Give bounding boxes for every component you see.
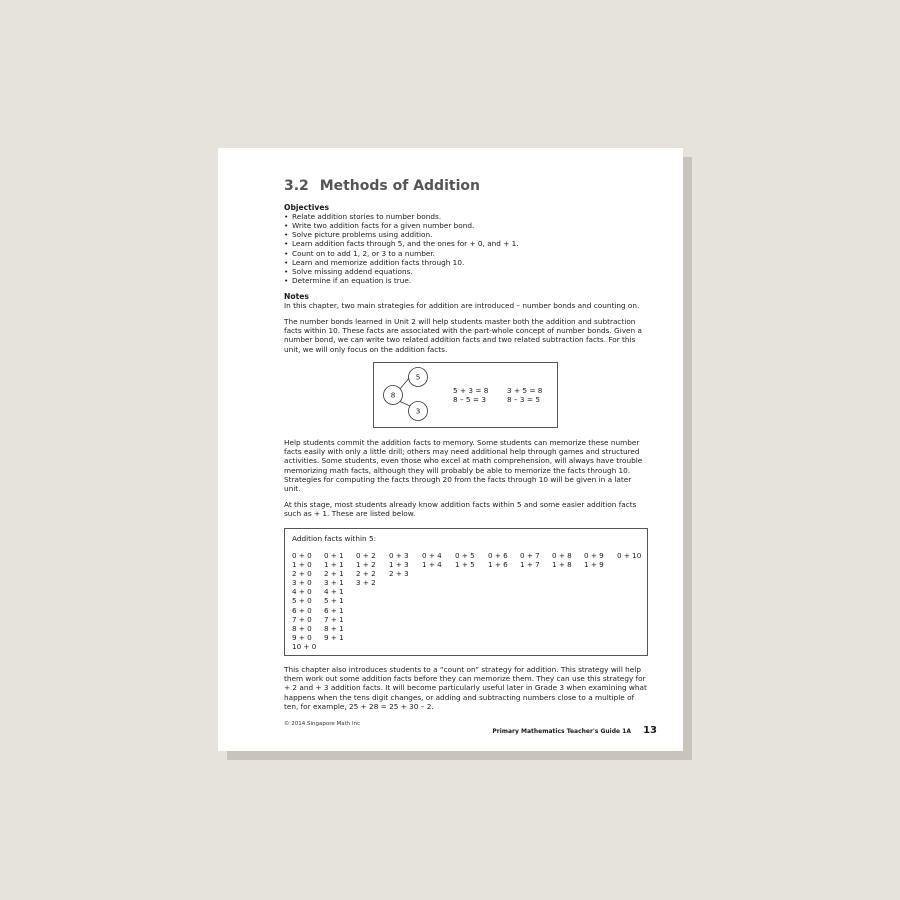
notes-intro: In this chapter, two main strategies for addition are introduced – number bonds and counting on. — [284, 301, 640, 311]
addition-fact: 0 + 9 — [584, 551, 604, 560]
objectives-section — [284, 203, 649, 285]
notes-paragraph-count-on: This chapter also introduces students to a “count on” strategy for addition. This strategy will help them work out some addition facts before they can memorize them. They can use this strategy for + 2 and + 3 addition facts. It will become particularly useful later in Grade 3 when examining what happens when the tens digit changes, or adding and subtracting numbers close to a multiple of ten, for example, 25 + 28 = 25 + 30 – 2. — [284, 665, 647, 711]
addition-fact: 8 + 0 — [292, 623, 312, 633]
objective-item: • Relate addition stories to number bonds. — [284, 212, 649, 221]
addition-fact: 3 + 2 — [356, 578, 376, 588]
objective-item: • Determine if an equation is true. — [284, 276, 649, 285]
addition-fact: 0 + 2 — [356, 551, 376, 560]
bond-equation: 8 – 3 = 5 — [507, 395, 540, 404]
addition-fact: 9 + 0 — [292, 632, 312, 642]
section-title-text: Methods of Addition — [319, 178, 480, 194]
footer-copyright: © 2014 Singapore Math Inc — [284, 721, 361, 727]
addition-fact: 5 + 0 — [292, 596, 312, 606]
addition-fact: 6 + 1 — [324, 605, 344, 615]
notes-heading: Notes — [284, 292, 309, 301]
number-bond-diagram — [373, 362, 558, 428]
addition-fact: 6 + 0 — [292, 605, 312, 615]
addition-fact: 7 + 1 — [324, 614, 344, 624]
page-number: 13 — [643, 725, 657, 736]
addition-facts-column — [488, 551, 508, 569]
addition-fact: 8 + 1 — [324, 623, 344, 633]
addition-facts-column — [292, 551, 316, 651]
addition-fact: 0 + 10 — [617, 551, 642, 560]
addition-fact: 4 + 0 — [292, 587, 312, 597]
bond-line-bottom — [399, 401, 410, 406]
section-title — [284, 178, 480, 194]
addition-facts-column — [356, 551, 376, 587]
addition-fact: 9 + 1 — [324, 632, 344, 642]
addition-facts-column — [520, 551, 540, 569]
addition-fact: 1 + 9 — [584, 560, 604, 570]
addition-facts-column — [617, 551, 641, 560]
addition-fact: 10 + 0 — [292, 641, 317, 651]
document-page — [218, 148, 683, 751]
addition-fact: 7 + 0 — [292, 614, 312, 624]
addition-facts-column — [389, 551, 409, 578]
addition-facts-column — [324, 551, 344, 642]
bond-part-top-value: 5 — [415, 372, 421, 382]
notes-paragraph-within-5: At this stage, most students already know addition facts within 5 and some easier addition facts such as + 1. These are listed below. — [284, 500, 637, 519]
addition-fact: 3 + 1 — [324, 578, 344, 588]
addition-fact: 0 + 1 — [324, 551, 344, 560]
addition-fact: 1 + 6 — [488, 560, 508, 570]
addition-facts-column — [422, 551, 442, 569]
addition-fact: 1 + 7 — [520, 560, 540, 570]
objective-item: • Learn and memorize addition facts through 10. — [284, 258, 649, 267]
footer-guide-title: Primary Mathematics Teacher's Guide 1A — [492, 728, 631, 735]
footer-guide-info — [492, 718, 657, 737]
bond-equation: 3 + 5 = 8 — [507, 386, 543, 395]
addition-fact: 0 + 4 — [422, 551, 442, 560]
addition-fact: 0 + 7 — [520, 551, 540, 560]
objective-item: • Solve missing addend equations. — [284, 267, 649, 276]
addition-fact: 1 + 2 — [356, 560, 376, 570]
bond-whole-value: 8 — [390, 390, 396, 400]
objective-item: • Count on to add 1, 2, or 3 to a number. — [284, 249, 649, 258]
notes-paragraph-memorize: Help students commit the addition facts to memory. Some students can memorize these number facts easily with only a little drill; others may need additional help through games and structured activities. Some students, even those who excel at math comprehension, will always have trouble memorizing math facts, although they will probably be able to memorize the facts through 10. Strategies for computing the facts through 20 from the facts through 10 will be given in a later unit. — [284, 438, 643, 494]
addition-fact: 0 + 6 — [488, 551, 508, 560]
objectives-list — [284, 212, 649, 285]
objective-item: • Solve picture problems using addition. — [284, 230, 649, 239]
notes-section — [284, 292, 649, 310]
addition-fact: 2 + 3 — [389, 569, 409, 579]
addition-fact: 3 + 0 — [292, 578, 312, 588]
addition-fact: 1 + 8 — [552, 560, 572, 570]
addition-facts-title: Addition facts within 5: — [292, 534, 377, 543]
addition-fact: 0 + 5 — [455, 551, 475, 560]
addition-fact: 1 + 5 — [455, 560, 475, 570]
notes-paragraph-number-bonds: The number bonds learned in Unit 2 will help students master both the addition and subtraction facts within 10. These facts are associated with the part-whole concept of number bonds. Given a number bond, we can write two related addition facts and two related subtraction facts. For this unit, we will only focus on the addition facts. — [284, 317, 642, 354]
objective-item: • Write two addition facts for a given number bond. — [284, 221, 649, 230]
addition-fact: 1 + 4 — [422, 560, 442, 570]
addition-fact: 1 + 3 — [389, 560, 409, 570]
addition-fact: 4 + 1 — [324, 587, 344, 597]
addition-facts-column — [552, 551, 572, 569]
section-number: 3.2 — [284, 178, 309, 194]
addition-fact: 2 + 0 — [292, 569, 312, 579]
addition-fact: 0 + 8 — [552, 551, 572, 560]
addition-fact: 0 + 0 — [292, 551, 312, 560]
addition-fact: 5 + 1 — [324, 596, 344, 606]
addition-facts-column — [584, 551, 604, 569]
objective-item: • Learn addition facts through 5, and the ones for + 0, and + 1. — [284, 239, 649, 248]
addition-facts-column — [455, 551, 475, 569]
bond-equation: 5 + 3 = 8 — [453, 386, 489, 395]
addition-fact: 2 + 1 — [324, 569, 344, 579]
addition-fact: 2 + 2 — [356, 569, 376, 579]
objectives-heading: Objectives — [284, 203, 329, 212]
addition-fact: 1 + 1 — [324, 560, 344, 570]
bond-equation: 8 – 5 = 3 — [453, 395, 486, 404]
addition-fact: 0 + 3 — [389, 551, 409, 560]
addition-fact: 1 + 0 — [292, 560, 312, 570]
addition-facts-box — [284, 528, 648, 656]
bond-part-bottom-value: 3 — [415, 406, 421, 416]
